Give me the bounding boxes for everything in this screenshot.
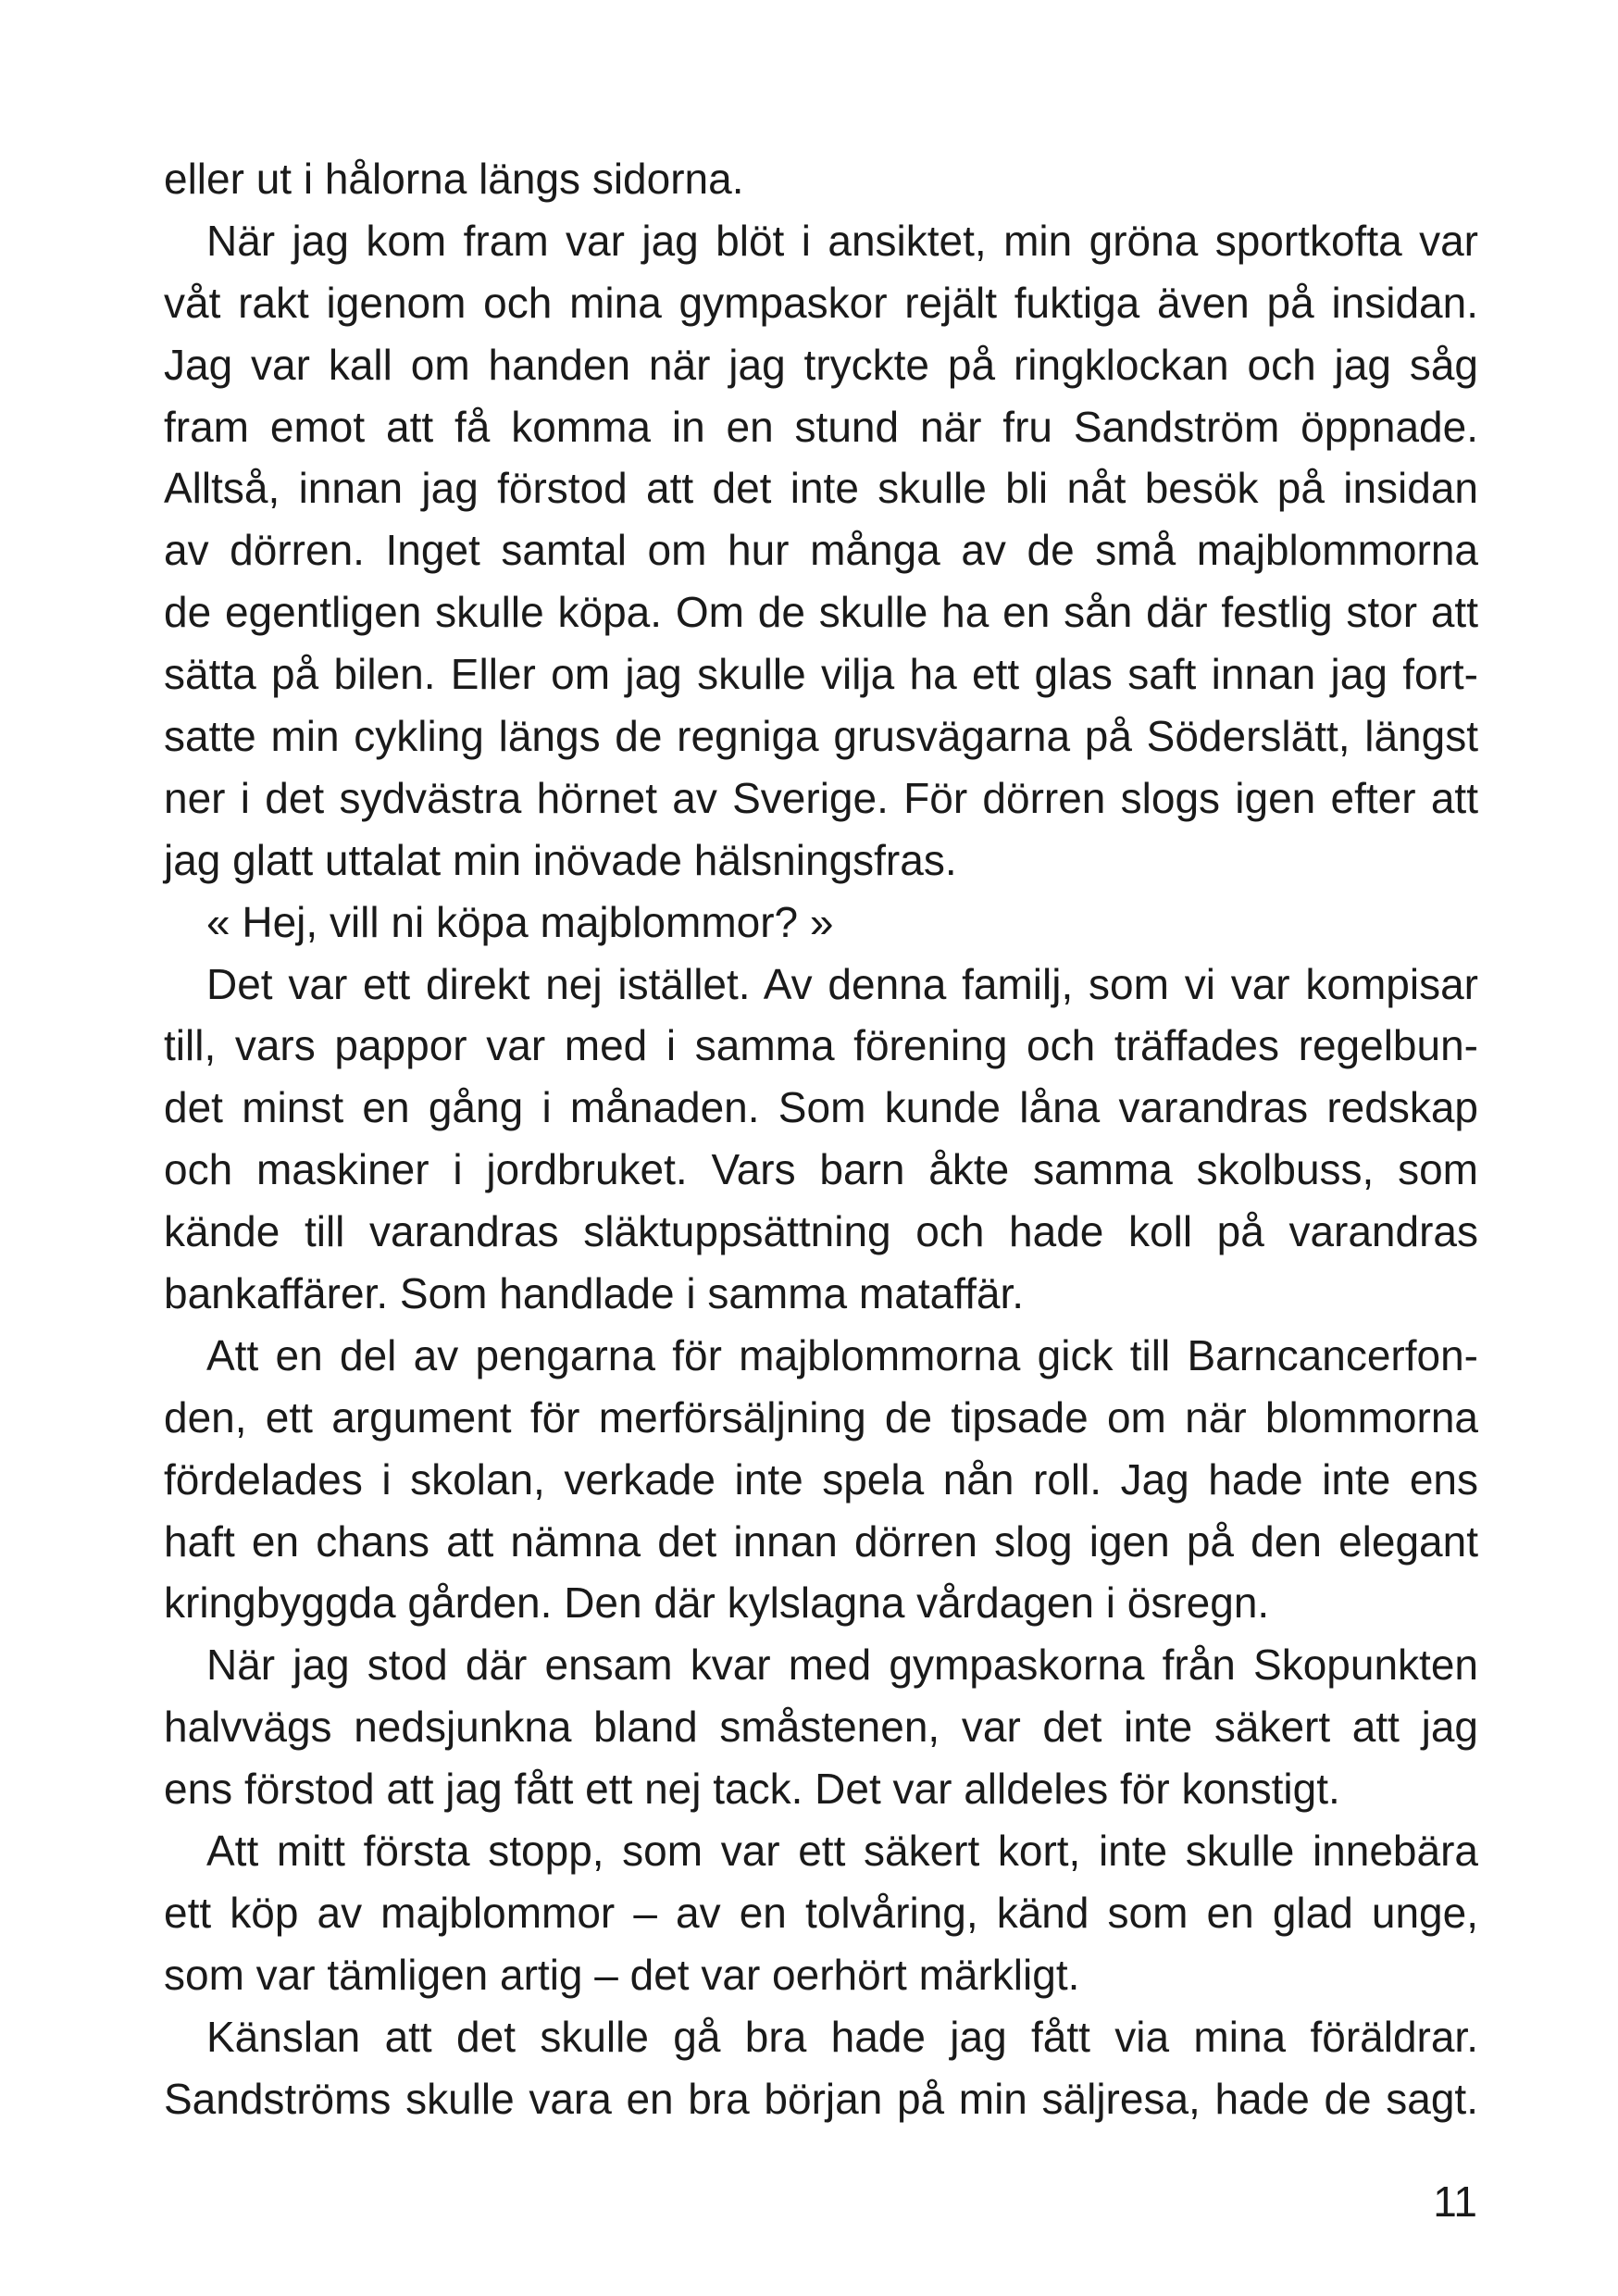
text-line: « Hej, vill ni köpa majblommor? » bbox=[206, 897, 834, 946]
text-line: våt rakt igenom och mina gympaskor rejält fuktiga även på insidan. bbox=[164, 278, 1478, 327]
text-line: Känslan att det skulle gå bra hade jag fått via mina föräldrar. bbox=[206, 2012, 1478, 2061]
text-line: de egentligen skulle köpa. Om de skulle ha en sån där festlig stor att bbox=[164, 588, 1478, 637]
text-line: det minst en gång i månaden. Som kunde låna varandras redskap bbox=[164, 1083, 1478, 1132]
text-line: haft en chans att nämna det innan dörren slog igen på den elegant bbox=[164, 1516, 1478, 1566]
text-line: fördelades i skolan, verkade inte spela nån roll. Jag hade inte ens bbox=[164, 1454, 1478, 1504]
text-line: När jag stod där ensam kvar med gympaskorna från Skopunkten bbox=[206, 1641, 1478, 1690]
text-line: bankaffärer. Som handlade i samma mataffär. bbox=[164, 1269, 1025, 1318]
text-line: ett köp av majblommor – av en tolvåring, känd som en glad unge, bbox=[164, 1888, 1478, 1937]
text-line: fram emot att få komma in en stund när fru Sandström öppnade. bbox=[164, 402, 1478, 451]
text-line: av dörren. Inget samtal om hur många av de små majblommorna bbox=[164, 526, 1478, 575]
text-line: som var tämligen artig – det var oerhört märkligt. bbox=[164, 1950, 1080, 1999]
text-line: satte min cykling längs de regniga grusvägarna på Söderslätt, längst bbox=[164, 712, 1478, 761]
text-line: den, ett argument för merförsäljning de tipsade om när blommorna bbox=[164, 1392, 1478, 1441]
page-number: 11 bbox=[1433, 2177, 1477, 2226]
text-line: När jag kom fram var jag blöt i ansiktet, min gröna sportkofta var bbox=[206, 216, 1478, 265]
text-line: kringbyggda gården. Den där kylslagna vårdagen i ösregn. bbox=[164, 1578, 1270, 1628]
text-line: jag glatt uttalat min inövade hälsningsfras. bbox=[164, 835, 957, 884]
text-line: Det var ett direkt nej istället. Av denna familj, som vi var kompisar bbox=[206, 959, 1478, 1008]
text-line: och maskiner i jordbruket. Vars barn åkte samma skolbuss, som bbox=[164, 1145, 1478, 1194]
text-line: Att en del av pengarna för majblommorna gick till Barncancerfon- bbox=[206, 1330, 1478, 1379]
text-line: ner i det sydvästra hörnet av Sverige. För dörren slogs igen efter att bbox=[164, 773, 1478, 822]
text-line: sätta på bilen. Eller om jag skulle vilja ha ett glas saft innan jag fort- bbox=[164, 650, 1478, 699]
text-line: halvvägs nedsjunkna bland småstenen, var det inte säkert att jag bbox=[164, 1703, 1478, 1752]
text-line: till, vars pappor var med i samma förening och träffades regelbun- bbox=[164, 1021, 1478, 1070]
text-line: Att mitt första stopp, som var ett säkert kort, inte skulle innebära bbox=[206, 1827, 1478, 1876]
text-line: ens förstod att jag fått ett nej tack. Det var alldeles för konstigt. bbox=[164, 1765, 1340, 1814]
text-line: Jag var kall om handen när jag tryckte på ringklockan och jag såg bbox=[164, 340, 1478, 389]
text-line: Alltså, innan jag förstod att det inte skulle bli nåt besök på insidan bbox=[164, 464, 1478, 513]
text-line: Sandströms skulle vara en bra början på min säljresa, hade de sagt. bbox=[164, 2074, 1478, 2123]
body-text bbox=[164, 148, 1478, 2130]
text-line: eller ut i hålorna längs sidorna. bbox=[164, 155, 744, 203]
text-line: kände till varandras släktuppsättning och hade koll på varandras bbox=[164, 1207, 1478, 1256]
